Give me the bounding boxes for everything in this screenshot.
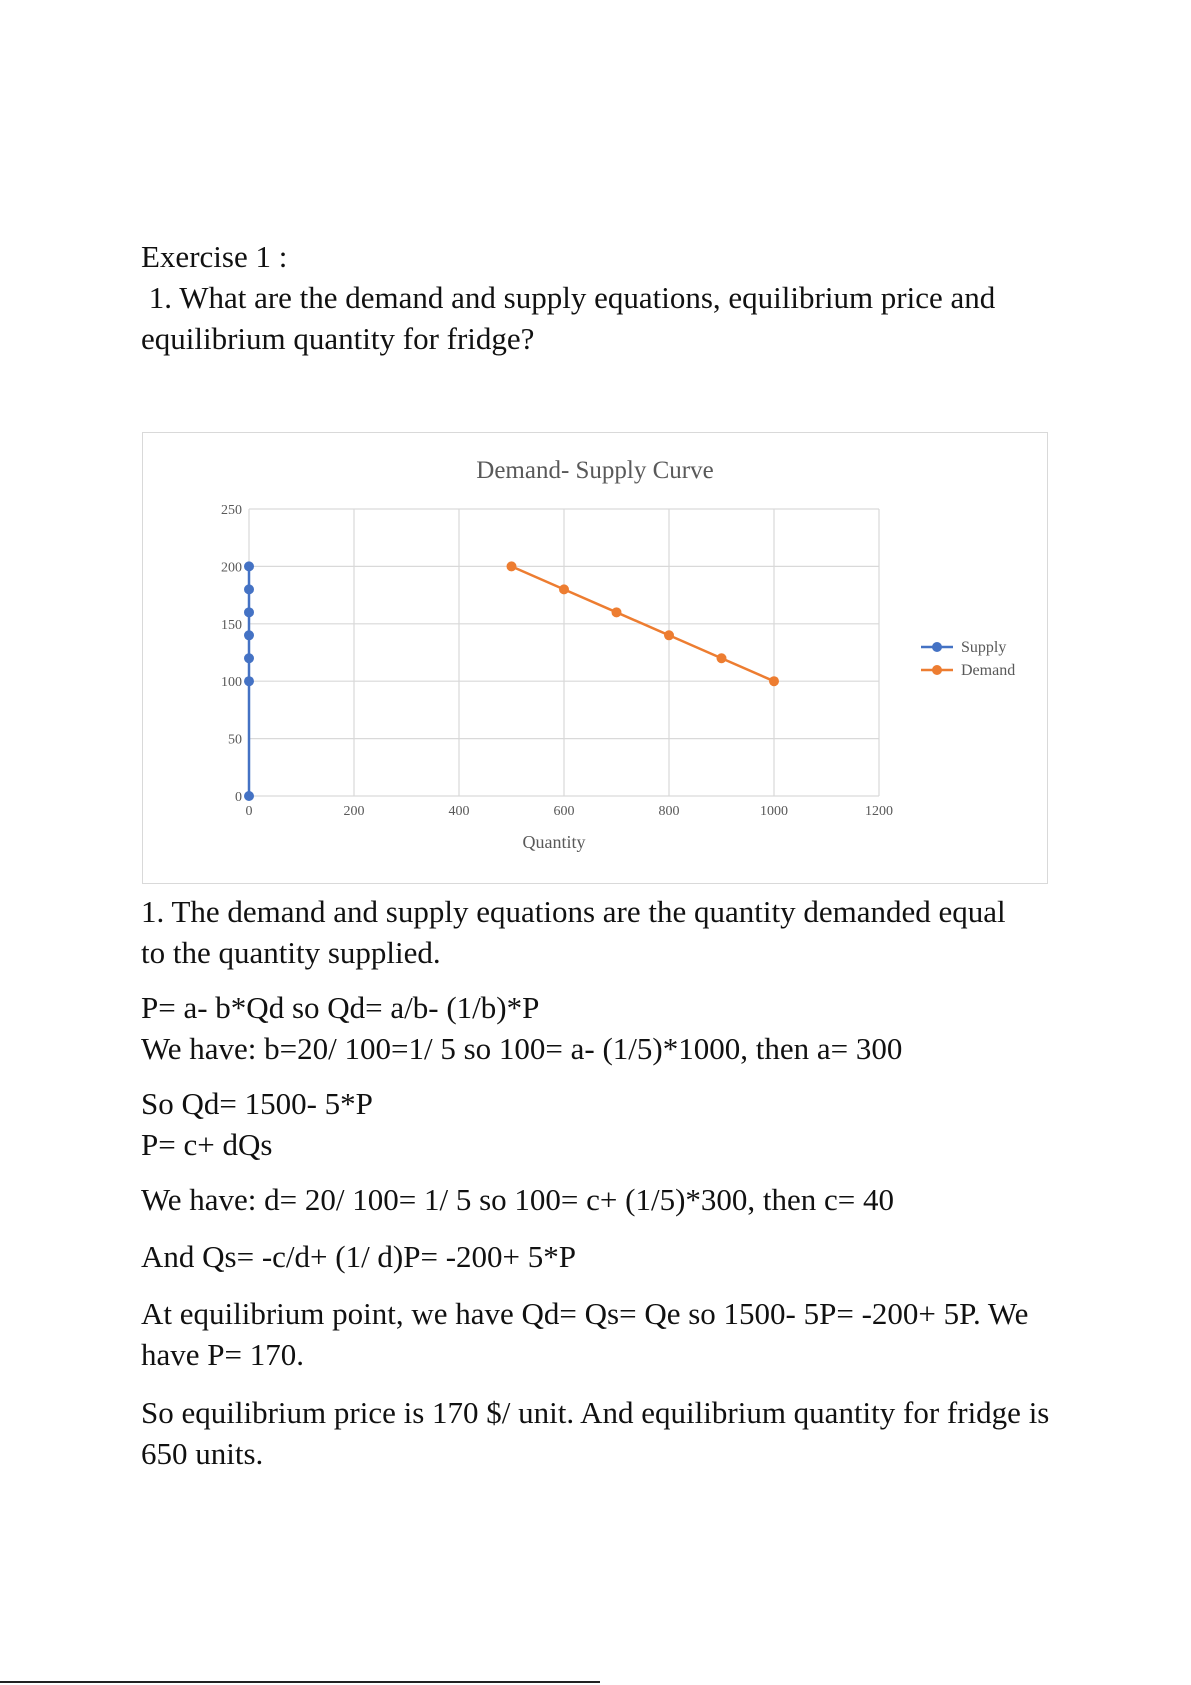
demand-legend-marker	[932, 665, 942, 675]
page-footer-rule	[0, 1681, 600, 1683]
supply-point	[244, 584, 254, 594]
supply-point	[244, 630, 254, 640]
answer-line: 650 units.	[141, 1436, 264, 1471]
x-axis-title: Quantity	[522, 832, 586, 852]
chart-title: Demand- Supply Curve	[476, 457, 714, 484]
supply-point	[244, 653, 254, 663]
y-tick-label: 200	[221, 560, 242, 576]
y-tick-label: 0	[235, 790, 242, 805]
answer-line: have P= 170.	[141, 1337, 304, 1372]
demand-point	[559, 584, 569, 594]
question-block	[141, 236, 1061, 359]
equation-line: P= c+ dQs	[141, 1127, 273, 1162]
question-line-2: equilibrium quantity for fridge?	[141, 321, 535, 356]
demand-point	[769, 676, 779, 686]
answer-paragraph-6	[141, 1293, 1061, 1375]
answer-line: to the quantity supplied.	[141, 935, 441, 970]
demand-point	[507, 561, 517, 571]
supply-legend-label: Supply	[961, 639, 1007, 656]
x-tick-label: 200	[343, 804, 365, 819]
x-tick-label: 1200	[865, 804, 893, 819]
demand-point	[717, 653, 727, 663]
demand-legend-label: Demand	[961, 662, 1016, 679]
x-tick-label: 600	[553, 804, 575, 819]
y-tick-label: 250	[221, 503, 242, 518]
equation-line: And Qs= -c/d+ (1/ d)P= -200+ 5*P	[141, 1239, 577, 1274]
answer-paragraph-7	[141, 1392, 1061, 1474]
y-tick-label: 150	[221, 617, 242, 633]
supply-point	[244, 607, 254, 617]
demand-point	[664, 630, 674, 640]
answer-line: So equilibrium price is 170 $/ unit. And equilibrium quantity for fridge is	[141, 1395, 1050, 1430]
exercise-label: Exercise 1 :	[141, 239, 288, 274]
demand-point	[612, 607, 622, 617]
answer-paragraph-4	[141, 1179, 1061, 1220]
supply-point	[244, 676, 254, 686]
supply-legend-marker	[932, 642, 942, 652]
chart-canvas	[143, 433, 1047, 883]
y-tick-label: 100	[221, 675, 242, 691]
equation-line: So Qd= 1500- 5*P	[141, 1086, 373, 1121]
equation-line: We have: b=20/ 100=1/ 5 so 100= a- (1/5)*1000, then a= 300	[141, 1031, 903, 1066]
answer-line: At equilibrium point, we have Qd= Qs= Qe so 1500- 5P= -200+ 5P. We	[141, 1296, 1029, 1331]
equation-line: P= a- b*Qd so Qd= a/b- (1/b)*P	[141, 990, 540, 1025]
answer-paragraph-3	[141, 1083, 1061, 1165]
question-line-1: 1. What are the demand and supply equations, equilibrium price and	[141, 280, 996, 315]
supply-point	[244, 791, 254, 801]
answer-paragraph-5	[141, 1236, 1061, 1277]
demand-supply-chart	[142, 432, 1048, 884]
supply-point	[244, 561, 254, 571]
y-tick-label: 50	[228, 732, 242, 748]
answer-paragraph-1	[141, 891, 1061, 973]
x-tick-label: 0	[245, 804, 253, 819]
equation-line: We have: d= 20/ 100= 1/ 5 so 100= c+ (1/5)*300, then c= 40	[141, 1182, 895, 1217]
x-tick-label: 400	[448, 804, 470, 819]
answer-line: 1. The demand and supply equations are the quantity demanded equal	[141, 894, 1006, 929]
answer-paragraph-2	[141, 987, 1061, 1069]
x-tick-label: 1000	[760, 804, 788, 819]
x-tick-label: 800	[658, 804, 680, 819]
